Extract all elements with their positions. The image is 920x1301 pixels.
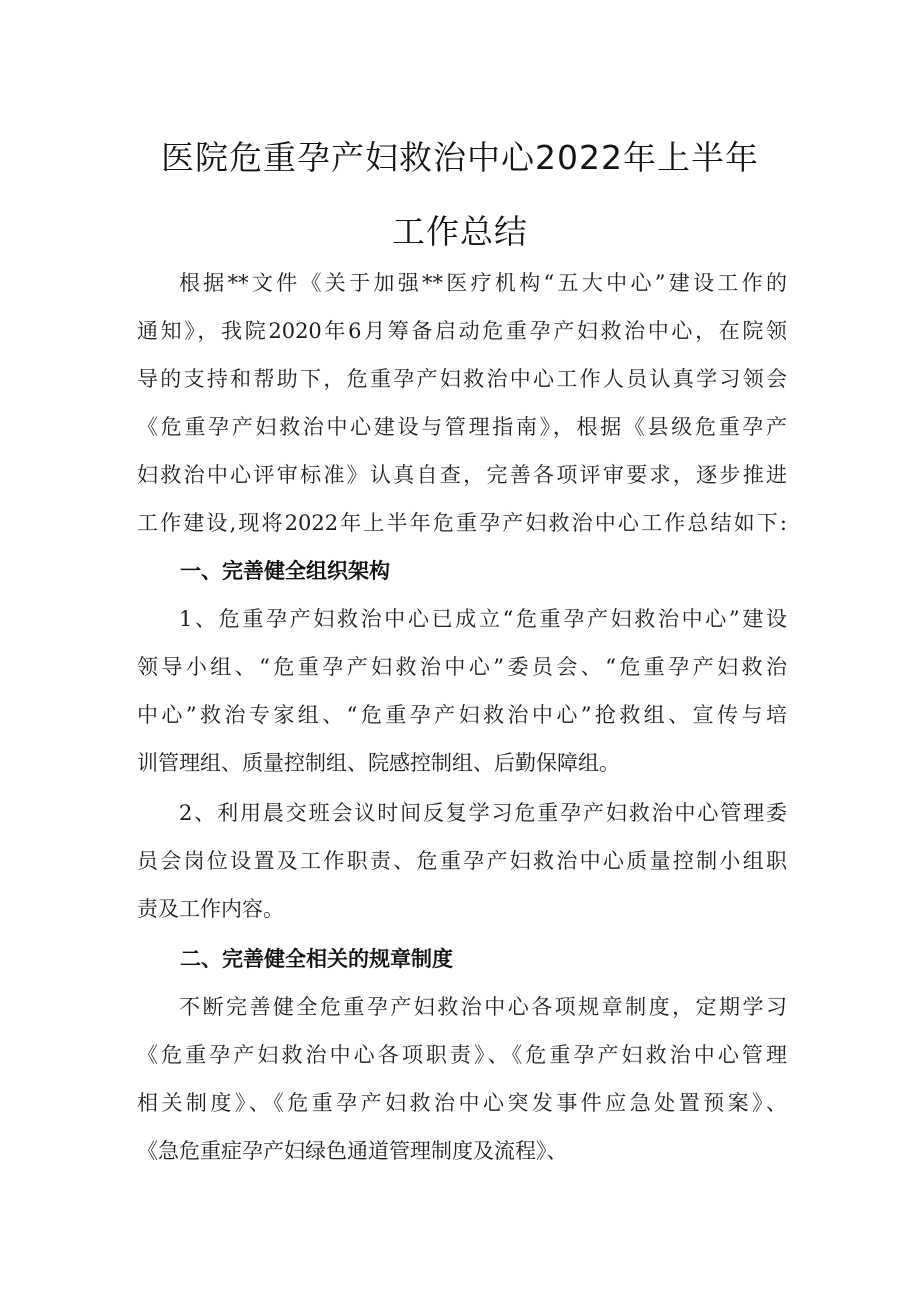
document-title-line-1: 医院危重孕产妇救治中心2022年上半年 <box>161 138 759 177</box>
section-2-line: 相关制度》、《危重孕产妇救治中心突发事件应急处置预案》、 <box>137 1091 787 1115</box>
intro-line: 通知》，我院2020年6月筹备启动危重孕产妇救治中心，在院领 <box>137 319 787 343</box>
intro-line: 工作建设,现将2022年上半年危重孕产妇救治中心工作总结如下: <box>137 511 787 535</box>
section-1-item-2-line: 2、利用晨交班会议时间反复学习危重孕产妇救治中心管理委 <box>179 801 787 825</box>
section-1-item-1-line: 中心”救治专家组、“危重孕产妇救治中心”抢救组、宣传与培 <box>137 703 787 727</box>
intro-line: 导的支持和帮助下，危重孕产妇救治中心工作人员认真学习领会 <box>137 367 787 391</box>
section-2-heading: 二、完善健全相关的规章制度 <box>180 947 453 971</box>
section-2-line: 《危重孕产妇救治中心各项职责》、《危重孕产妇救治中心管理 <box>137 1043 787 1067</box>
document-title-line-2: 工作总结 <box>392 212 528 251</box>
section-1-heading: 一、完善健全组织架构 <box>180 559 390 583</box>
section-1-item-1-line: 1、危重孕产妇救治中心已成立“危重孕产妇救治中心”建设 <box>179 607 787 631</box>
intro-line: 妇救治中心评审标准》认真自查，完善各项评审要求，逐步推进 <box>137 463 787 487</box>
intro-line: 根据**文件《关于加强**医疗机构“五大中心”建设工作的 <box>179 271 787 295</box>
section-1-item-1-line: 训管理组、质量控制组、院感控制组、后勤保障组。 <box>137 751 620 775</box>
section-1-item-1-line: 领导小组、“危重孕产妇救治中心”委员会、“危重孕产妇救治 <box>137 655 787 679</box>
section-2-line: 《急危重症孕产妇绿色通道管理制度及流程》、 <box>137 1139 568 1163</box>
section-1-item-2-line: 员会岗位设置及工作职责、危重孕产妇救治中心质量控制小组职 <box>137 849 787 873</box>
intro-line: 《危重孕产妇救治中心建设与管理指南》，根据《县级危重孕产 <box>137 415 787 439</box>
section-1-item-2-line: 责及工作内容。 <box>137 897 284 921</box>
section-2-line: 不断完善健全危重孕产妇救治中心各项规章制度，定期学习 <box>179 995 787 1019</box>
